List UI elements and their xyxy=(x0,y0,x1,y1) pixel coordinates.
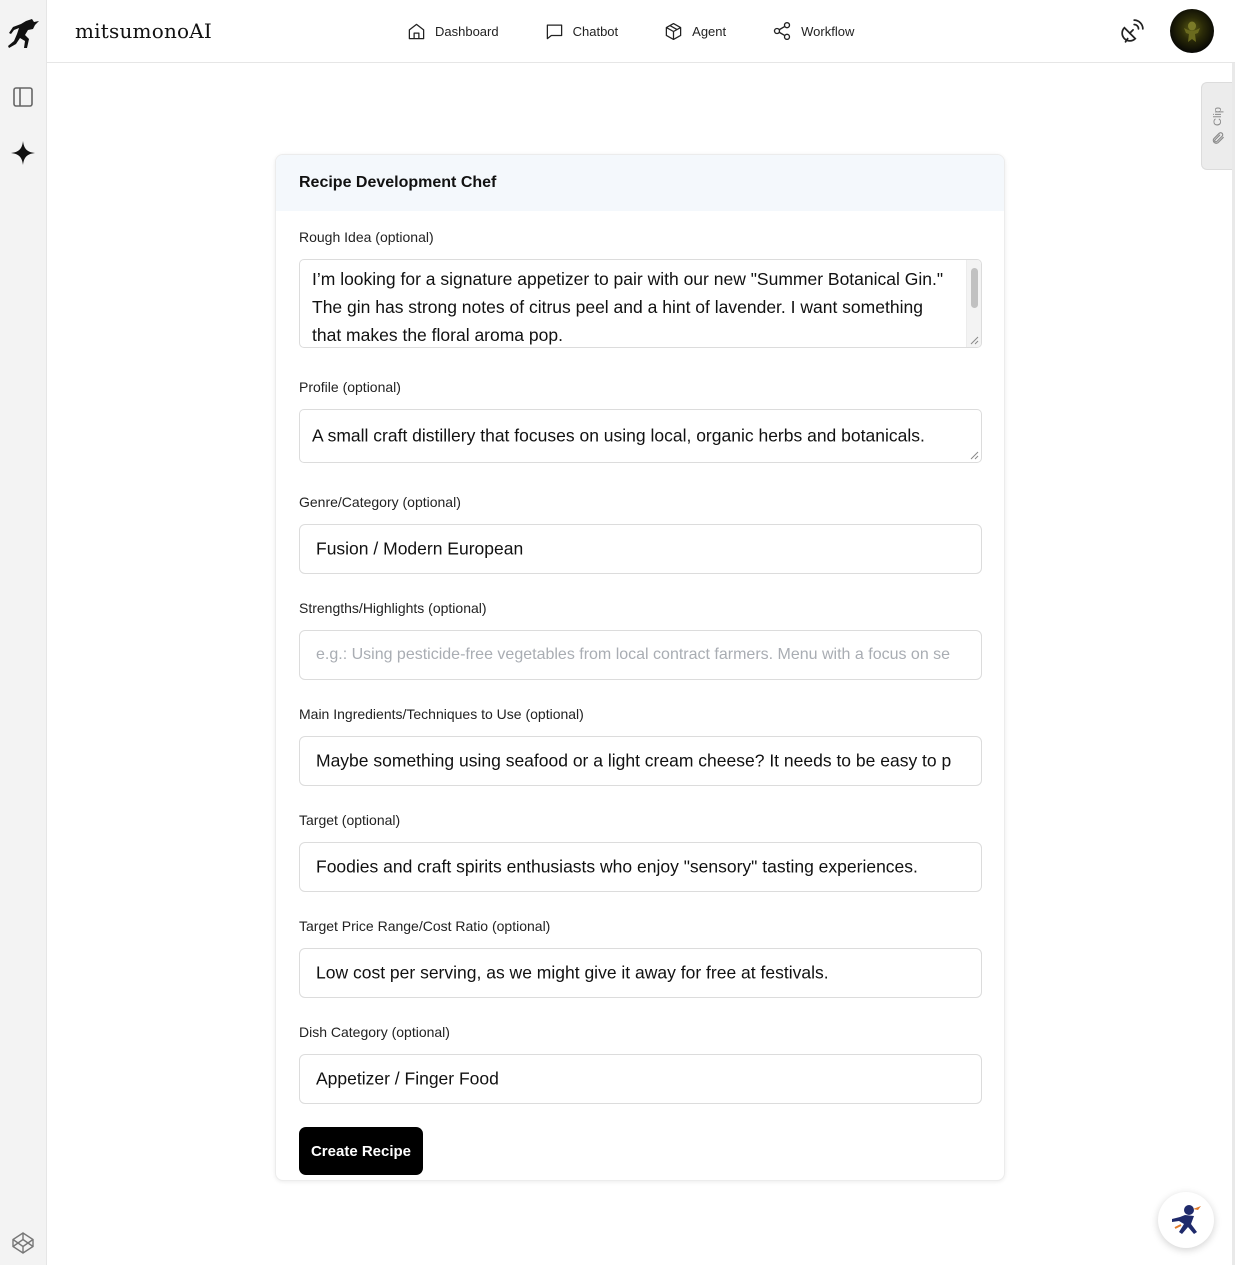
profile-label: Profile (optional) xyxy=(299,379,401,395)
ingredients-input[interactable] xyxy=(299,736,982,786)
dish-category-input[interactable] xyxy=(299,1054,982,1104)
nav-dashboard[interactable] xyxy=(407,22,499,41)
ninja-logo-icon[interactable] xyxy=(6,18,40,54)
share-nodes-icon xyxy=(772,21,792,41)
ingredients-label: Main Ingredients/Techniques to Use (optional) xyxy=(299,706,584,722)
cube-icon[interactable] xyxy=(11,1231,35,1255)
form-title: Recipe Development Chef xyxy=(276,155,1004,211)
genre-value: Fusion / Modern European xyxy=(316,538,524,559)
target-label: Target (optional) xyxy=(299,812,401,828)
price-label: Target Price Range/Cost Ratio (optional) xyxy=(299,918,551,934)
sidebar-toggle-icon[interactable] xyxy=(11,85,35,109)
resize-handle-icon[interactable] xyxy=(969,450,979,460)
nav-agent[interactable] xyxy=(664,22,726,41)
recipe-form-card xyxy=(275,154,1005,1181)
profile-value: A small craft distillery that focuses on using local, organic herbs and botanicals. xyxy=(312,425,925,446)
paperclip-icon xyxy=(1211,131,1225,145)
price-input[interactable] xyxy=(299,948,982,998)
box-icon xyxy=(664,22,683,41)
header-actions xyxy=(1119,9,1214,53)
brand-name[interactable]: mitsumonoAI xyxy=(75,19,213,43)
home-icon xyxy=(407,22,426,41)
ninja-mascot-icon xyxy=(1167,1201,1205,1239)
avatar-figure-icon xyxy=(1177,16,1207,46)
clip-label: Clip xyxy=(1211,106,1224,126)
nav-chatbot[interactable] xyxy=(545,22,619,41)
nav-workflow[interactable] xyxy=(772,21,854,41)
rough-idea-label: Rough Idea (optional) xyxy=(299,229,434,245)
resize-handle-icon[interactable] xyxy=(969,335,979,345)
create-recipe-button[interactable]: Create Recipe xyxy=(299,1127,423,1175)
left-rail xyxy=(0,0,47,1265)
dish-category-value: Appetizer / Finger Food xyxy=(316,1068,499,1089)
strengths-placeholder: e.g.: Using pesticide-free vegetables from local contract farmers. Menu with a focus on se xyxy=(316,646,951,663)
nav-dashboard-label: Dashboard xyxy=(435,23,499,39)
target-input[interactable] xyxy=(299,842,982,892)
sparkle-icon[interactable] xyxy=(10,140,36,166)
clip-tab[interactable] xyxy=(1201,82,1233,170)
nav-agent-label: Agent xyxy=(692,23,727,39)
nav-chatbot-label: Chatbot xyxy=(572,23,619,39)
genre-label: Genre/Category (optional) xyxy=(299,494,461,510)
rough-idea-scroll-thumb[interactable] xyxy=(971,268,978,308)
rough-idea-textarea[interactable] xyxy=(299,259,982,348)
genre-input[interactable] xyxy=(299,524,982,574)
chat-bubble-icon xyxy=(545,22,564,41)
target-value: Foodies and craft spirits enthusiasts who enjoy "sensory" tasting experiences. xyxy=(316,856,918,877)
strengths-label: Strengths/Highlights (optional) xyxy=(299,600,487,616)
rough-idea-value: I’m looking for a signature appetizer to pair with our new "Summer Botanical Gin." The gin has strong notes of citrus peel and a hint of lavender. I want something that makes the floral aroma pop. xyxy=(312,269,944,345)
price-value: Low cost per serving, as we might give it away for free at festivals. xyxy=(316,962,829,983)
nav-workflow-label: Workflow xyxy=(801,23,855,39)
strengths-input[interactable] xyxy=(299,630,982,680)
main-nav xyxy=(407,0,900,62)
dish-category-label: Dish Category (optional) xyxy=(299,1024,450,1040)
user-avatar[interactable] xyxy=(1170,9,1214,53)
profile-textarea[interactable] xyxy=(299,409,982,463)
satellite-dish-icon[interactable] xyxy=(1119,18,1145,44)
top-header xyxy=(47,0,1235,63)
ingredients-value: Maybe something using seafood or a light cream cheese? It needs to be easy to p xyxy=(316,750,952,771)
rough-idea-scrollbar[interactable] xyxy=(966,260,981,347)
assistant-fab[interactable] xyxy=(1158,1192,1214,1248)
